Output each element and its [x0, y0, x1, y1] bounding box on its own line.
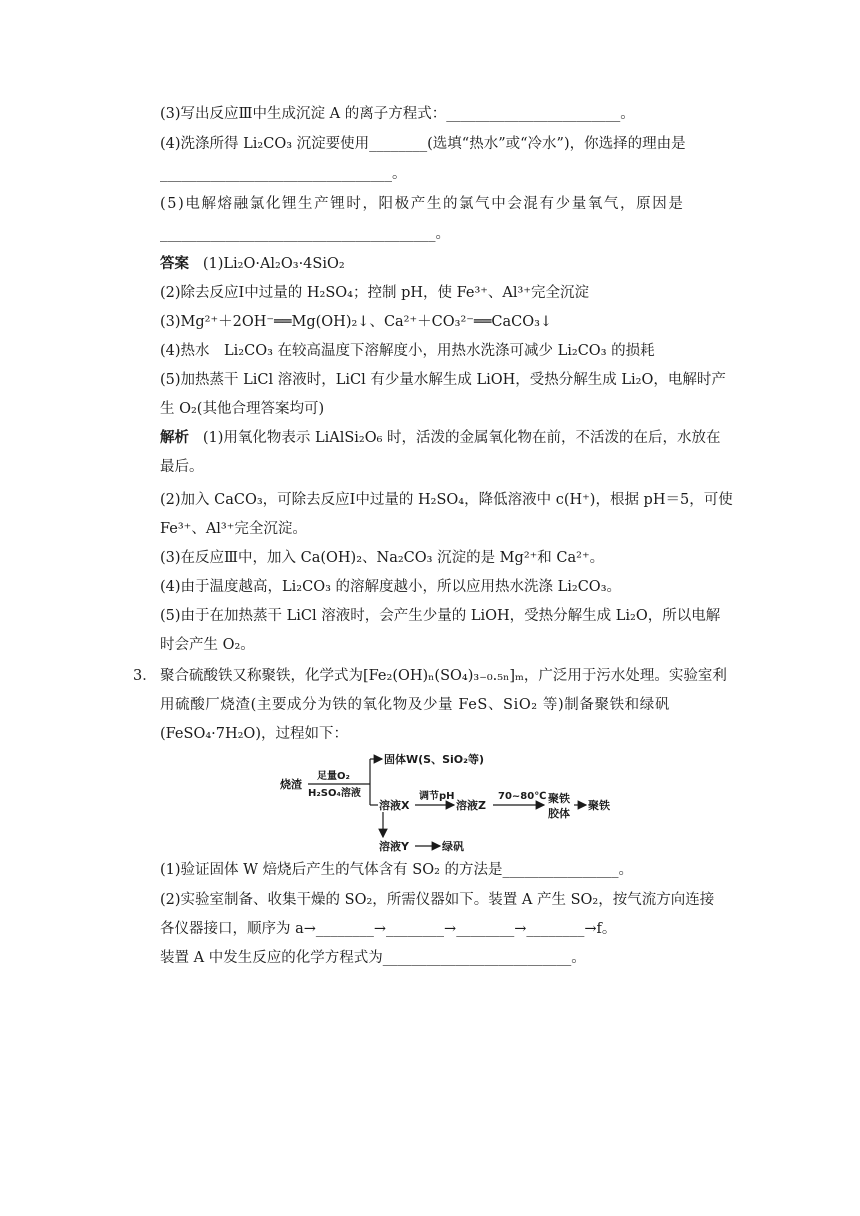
answer-blank-line: ________________________________。 [160, 166, 407, 182]
explanation-line-5b: 时会产生 O₂。 [160, 637, 255, 653]
question-3-line-1: 聚合硫酸铁又称聚铁，化学式为[Fe₂(OH)ₙ(SO₄)₃₋₀.₅ₙ]ₘ，广泛用于污水处理。实验室利 [160, 668, 727, 684]
answer-line-3: (3)Mg²⁺＋2OH⁻══Mg(OH)₂↓、Ca²⁺＋CO₃²⁻══CaCO₃↓ [160, 314, 553, 330]
explanation-text: (1)用氧化物表示 LiAlSi₂O₆ 时，活泼的金属氧化物在前，不活泼的在后，水放在 [202, 430, 721, 446]
diagram-solid-w: 固体W(S、SiO₂等) [384, 753, 484, 766]
diagram-product: 聚铁 [588, 799, 610, 812]
process-flow-diagram [278, 745, 618, 857]
question-number: 3． [133, 668, 157, 684]
diagram-reagent-bottom: H₂SO₄溶液 [308, 788, 361, 799]
diagram-temperature: 70~80℃ [498, 791, 547, 802]
answer-line-5b: 生 O₂(其他合理答案均可) [160, 401, 325, 417]
diagram-colloid-top: 聚铁 [548, 792, 570, 805]
answer-line-5a: (5)加热蒸干 LiCl 溶液时，LiCl 有少量水解生成 LiOH，受热分解生成 Li₂O，电解时产 [160, 372, 726, 388]
answer-label: 答案 [160, 255, 189, 272]
explanation-line-4: (4)由于温度越高，Li₂CO₃ 的溶解度越小，所以应用热水洗涤 Li₂CO₃。 [160, 579, 622, 595]
question-3-part5: (5)电解熔融氯化锂生产锂时，阳极产生的氯气中会混有少量氧气，原因是 [160, 196, 685, 212]
explanation-line-1a [160, 428, 732, 448]
explanation-label: 解析 [160, 429, 189, 446]
question-3-sub-2b: 各仪器接口，顺序为 a→________→________→________→________→f。 [160, 921, 617, 937]
question-3-part3: (3)写出反应Ⅲ中生成沉淀 A 的离子方程式：________________________。 [160, 106, 635, 122]
diagram-solution-y: 溶液Y [379, 840, 409, 853]
answer-line-2: (2)除去反应Ⅰ中过量的 H₂SO₄；控制 pH，使 Fe³⁺、Al³⁺完全沉淀 [160, 285, 590, 301]
question-3-part4: (4)洗涤所得 Li₂CO₃ 沉淀要使用________(选填“热水”或“冷水”)，你选择的理由是 [160, 136, 686, 152]
question-3-sub-2c: 装置 A 中发生反应的化学方程式为__________________________。 [160, 950, 586, 966]
diagram-start-label: 烧渣 [280, 778, 302, 791]
question-3-line-3: (FeSO₄·7H₂O)，过程如下： [160, 726, 348, 742]
question-3-sub-1: (1)验证固体 W 焙烧后产生的气体含有 SO₂ 的方法是________________。 [160, 862, 634, 878]
answer-blank-line: ______________________________________。 [160, 226, 450, 242]
diagram-solution-x: 溶液X [379, 799, 410, 812]
explanation-line-2b: Fe³⁺、Al³⁺完全沉淀。 [160, 521, 307, 537]
question-3-sub-2a: (2)实验室制备、收集干燥的 SO₂，所需仪器如下。装置 A 产生 SO₂，按气流方向连接 [160, 892, 715, 908]
explanation-line-3: (3)在反应Ⅲ中，加入 Ca(OH)₂、Na₂CO₃ 沉淀的是 Mg²⁺和 Ca²⁺。 [160, 550, 605, 566]
explanation-line-1b: 最后。 [160, 459, 204, 475]
explanation-line-2a: (2)加入 CaCO₃，可除去反应Ⅰ中过量的 H₂SO₄，降低溶液中 c(H⁺)，根据 pH＝5，可使 [160, 492, 733, 508]
diagram-colloid-bottom: 胶体 [548, 807, 570, 820]
diagram-solution-z: 溶液Z [456, 799, 486, 812]
answer-text: (1)Li₂O·Al₂O₃·4SiO₂ [202, 256, 345, 272]
diagram-green-vitriol: 绿矾 [442, 840, 464, 853]
diagram-reagent-top: 足量O₂ [317, 771, 350, 782]
answer-line-1 [160, 254, 732, 274]
explanation-line-5a: (5)由于在加热蒸干 LiCl 溶液时，会产生少量的 LiOH，受热分解生成 Li₂O，所以电解 [160, 608, 721, 624]
answer-line-4: (4)热水 Li₂CO₃ 在较高温度下溶解度小，用热水洗涤可减少 Li₂CO₃ 的损耗 [160, 343, 655, 359]
diagram-adjust-ph: 调节pH [419, 791, 455, 802]
question-3-line-2: 用硫酸厂烧渣(主要成分为铁的氧化物及少量 FeS、SiO₂ 等)制备聚铁和绿矾 [160, 697, 670, 713]
